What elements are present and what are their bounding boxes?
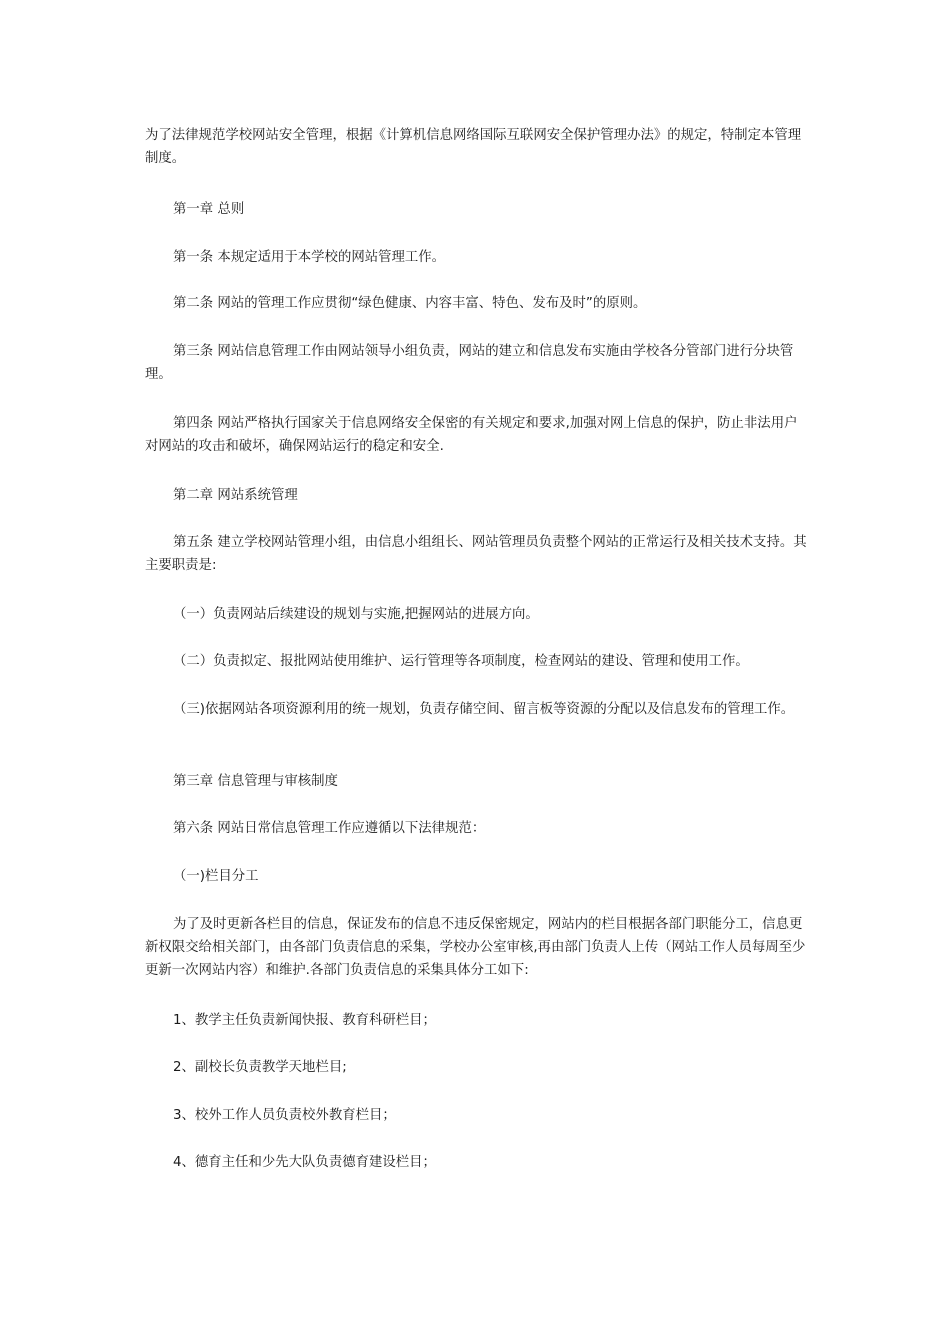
article-3: 第三条 网站信息管理工作由网站领导小组负责，网站的建立和信息发布实施由学校各分管部门进行分块管理。: [145, 344, 794, 382]
article-6: 第六条 网站日常信息管理工作应遵循以下法律规范：: [173, 821, 486, 836]
chapter-1-heading: 第一章 总则: [173, 202, 245, 217]
chapter-3-heading: 第三章 信息管理与审核制度: [173, 774, 338, 789]
article-5: 第五条 建立学校网站管理小组，由信息小组组长、网站管理员负责整个网站的正常运行及相关技术支持。其主要职责是:: [145, 535, 807, 573]
article-2: 第二条 网站的管理工作应贯彻“绿色健康、内容丰富、特色、发布及时”的原则。: [173, 296, 647, 311]
duty-1: （一）负责网站后续建设的规划与实施,把握网站的进展方向。: [173, 607, 539, 622]
list-item-2: 2、副校长负责教学天地栏目;: [173, 1060, 347, 1075]
duty-3: （三)依据网站各项资源利用的统一规划，负责存储空间、留言板等资源的分配以及信息发布的管理工作。: [173, 702, 795, 717]
list-item-3: 3、校外工作人员负责校外教育栏目；: [173, 1108, 396, 1123]
chapter-2-heading: 第二章 网站系统管理: [173, 488, 298, 503]
list-item-1: 1、教学主任负责新闻快报、教育科研栏目；: [173, 1013, 436, 1028]
article-1: 第一条 本规定适用于本学校的网站管理工作。: [173, 250, 446, 265]
article-4: 第四条 网站严格执行国家关于信息网络安全保密的有关规定和要求,加强对网上信息的保护，防止非法用户对网站的攻击和破坏，确保网站运行的稳定和安全.: [145, 416, 798, 454]
list-item-4: 4、德育主任和少先大队负责德育建设栏目；: [173, 1155, 436, 1170]
section-column-division: （一)栏目分工: [173, 869, 259, 884]
duty-2: （二）负责拟定、报批网站使用维护、运行管理等各项制度，检查网站的建设、管理和使用工作。: [173, 654, 749, 669]
column-division-paragraph: 为了及时更新各栏目的信息，保证发布的信息不违反保密规定，网站内的栏目根据各部门职能分工，信息更新权限交给相关部门，由各部门负责信息的采集，学校办公室审核,再由部门负责人上传（网站工作人员每周至少更新一次网站内容）和维护.各部门负责信息的采集具体分工如下:: [145, 917, 806, 978]
intro-paragraph: 为了法律规范学校网站安全管理，根据《计算机信息网络国际互联网安全保护管理办法》的规定，特制定本管理制度。: [145, 128, 802, 166]
